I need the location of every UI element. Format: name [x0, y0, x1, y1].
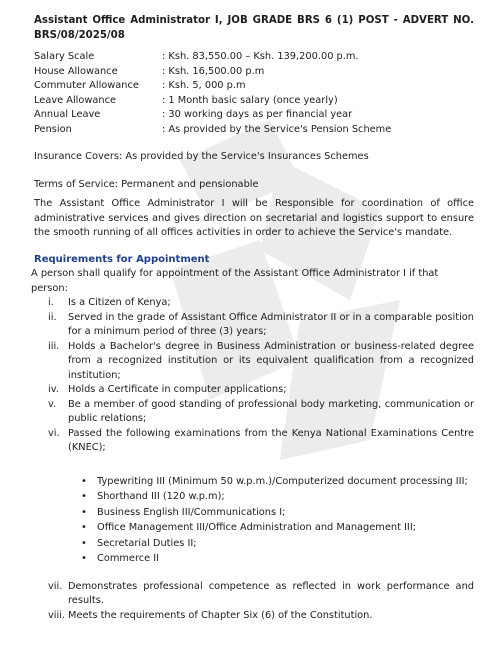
item-text: Demonstrates professional competence as reflected in work performance and results. [68, 580, 474, 606]
requirements-intro: A person shall qualify for appointment of the Assistant Office Administrator I if that person: [31, 268, 439, 294]
bullet-icon: • [81, 522, 87, 533]
detail-value: : 30 working days as per financial year [162, 109, 353, 120]
requirements-list-continued [34, 580, 474, 624]
detail-value: : Ksh. 5, 000 p.m [162, 80, 246, 91]
job-title: Assistant Office Administrator I, JOB GRADE BRS 6 (1) POST - ADVERT NO. BRS/08/2025/08 [34, 15, 474, 41]
item-number: i. [48, 297, 54, 308]
job-details [34, 50, 474, 137]
item-text: Meets the requirements of Chapter Six (6) of the Constitution. [68, 609, 373, 621]
exam-item [34, 505, 474, 521]
detail-row [34, 94, 474, 109]
requirements-list [34, 296, 474, 456]
item-number: vi. [48, 427, 60, 439]
item-number: iv. [48, 384, 59, 395]
detail-key: Leave Allowance [34, 94, 117, 106]
exam-item [34, 520, 474, 536]
item-number: viii. [48, 609, 66, 621]
list-item [34, 296, 474, 311]
detail-row [34, 79, 474, 94]
bullet-icon: • [81, 506, 87, 518]
list-item [34, 311, 474, 340]
job-description: The Assistant Office Administrator I will be Responsible for coordination of office administrative services and gives direction on secretarial and logistics support to ensure the smooth running of all offices activities in order to achieve the Service's mandate. [34, 198, 474, 238]
exam-text: Shorthand III (120 w.p.m); [97, 491, 225, 502]
item-text: Served in the grade of Assistant Office Administrator II or in a comparable position for a minimum period of three (3) years; [68, 311, 474, 337]
exam-text: Office Management III/Office Administration and Management III; [97, 522, 417, 533]
detail-row [34, 108, 474, 123]
detail-value: : Ksh. 16,500.00 p.m [162, 65, 265, 77]
exam-text: Secretarial Duties II; [97, 537, 197, 549]
detail-key: Pension [34, 123, 72, 135]
list-item [34, 609, 474, 624]
detail-key: Salary Scale [34, 51, 95, 62]
insurance-text: Insurance Covers: As provided by the Service's Insurances Schemes [34, 151, 369, 162]
exam-item [34, 474, 474, 490]
item-text: Holds a Bachelor's degree in Business Administration or business-related degree from a recognized institution or its equivalent qualification from a recognized institution; [68, 340, 474, 381]
list-item [34, 383, 474, 398]
item-number: vii. [48, 580, 63, 592]
item-text: Passed the following examinations from the Kenya National Examinations Centre (KNEC); [68, 427, 474, 453]
detail-key: House Allowance [34, 65, 118, 77]
detail-key: Annual Leave [34, 109, 101, 120]
bullet-icon: • [81, 553, 87, 564]
exam-item [34, 551, 474, 567]
item-text: Be a member of good standing of professional body marketing, communication or public relations; [68, 398, 474, 424]
detail-value: : Ksh. 83,550.00 – Ksh. 139,200.00 p.m. [162, 51, 359, 62]
list-item [34, 398, 474, 427]
list-item [34, 580, 474, 609]
detail-row [34, 65, 474, 80]
list-item [34, 427, 474, 456]
item-number: ii. [48, 311, 57, 323]
exam-text: Commerce II [97, 553, 160, 564]
exam-list [34, 474, 474, 567]
exam-item [34, 489, 474, 505]
bullet-icon: • [81, 491, 87, 502]
item-number: v. [48, 398, 57, 410]
list-item [34, 340, 474, 384]
detail-row [34, 50, 474, 65]
item-text: Holds a Certificate in computer applications; [68, 384, 287, 395]
detail-value: : As provided by the Service's Pension Scheme [162, 123, 392, 135]
detail-row [34, 123, 474, 138]
bullet-icon: • [81, 475, 87, 487]
item-number: iii. [48, 340, 60, 352]
exam-item [34, 536, 474, 552]
terms-text: Terms of Service: Permanent and pensionable [34, 178, 259, 190]
bullet-icon: • [81, 537, 87, 549]
requirements-heading: Requirements for Appointment [34, 253, 210, 265]
exam-text: Typewriting III (Minimum 50 w.p.m.)/Computerized document processing III; [97, 475, 468, 487]
item-text: Is a Citizen of Kenya; [68, 297, 171, 308]
exam-text: Business English III/Communications I; [97, 506, 286, 518]
detail-key: Commuter Allowance [34, 80, 139, 91]
detail-value: : 1 Month basic salary (once yearly) [162, 94, 338, 106]
